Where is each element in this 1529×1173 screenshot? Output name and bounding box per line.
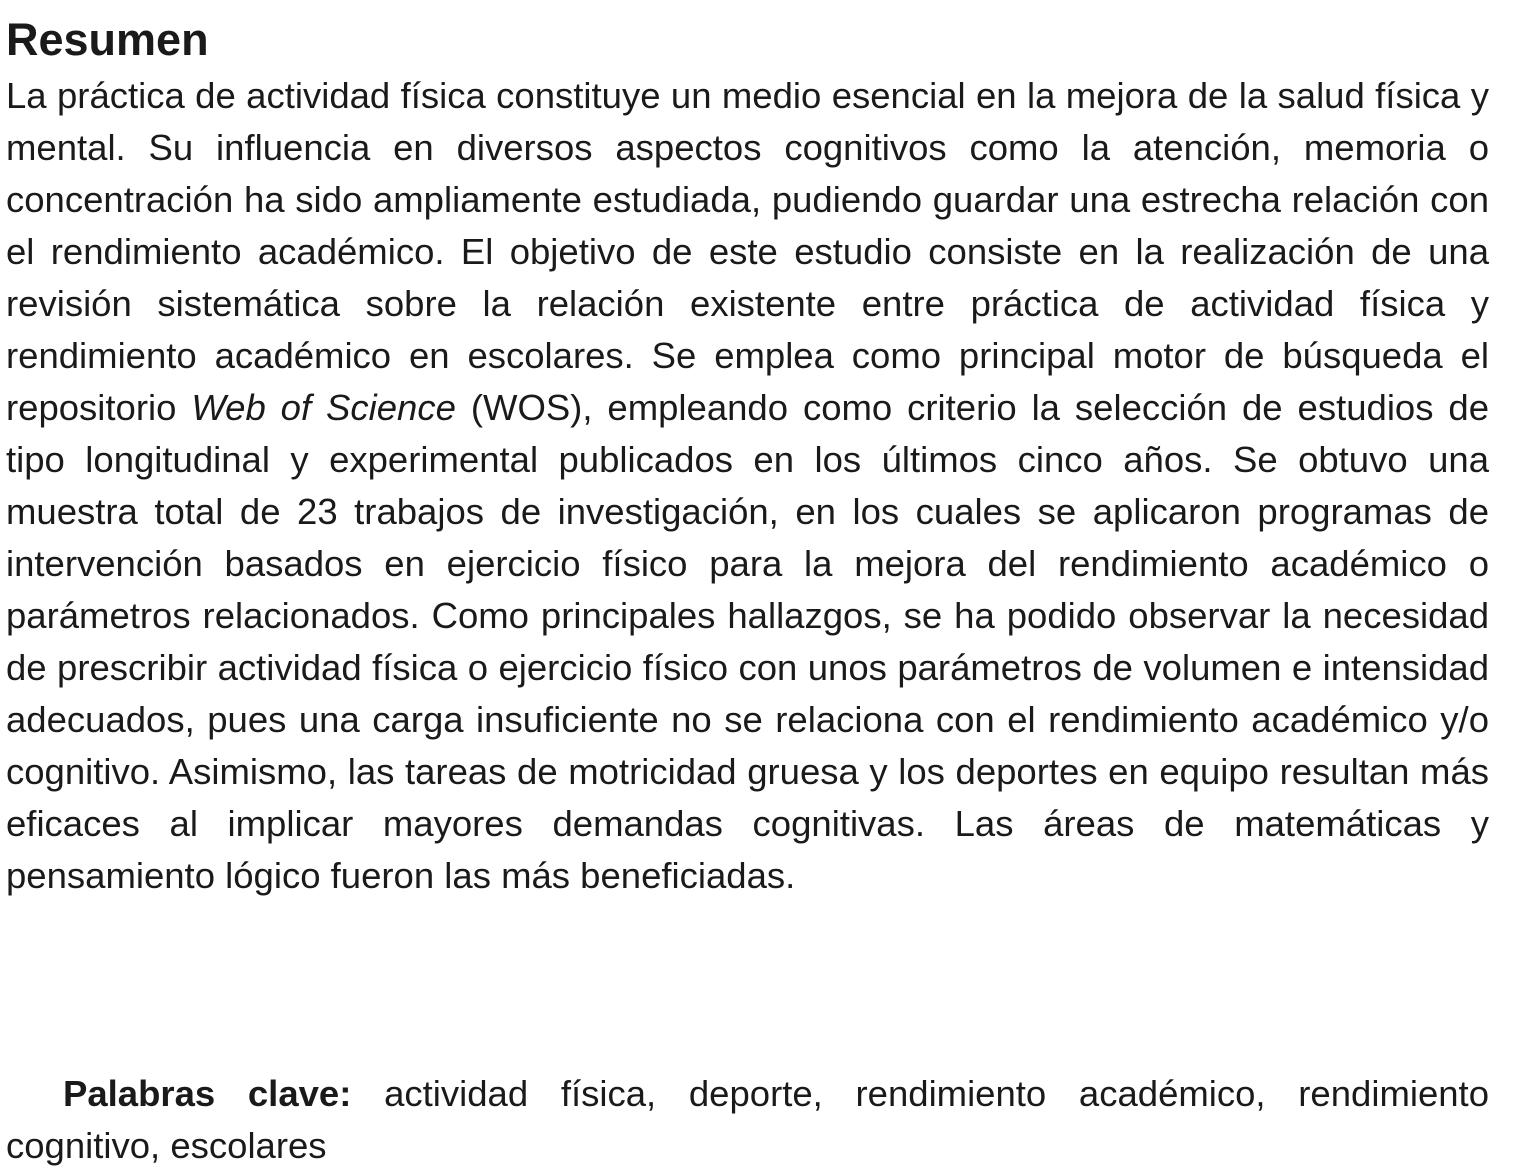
abstract-italic-term: Web of Science xyxy=(191,387,456,428)
section-heading: Resumen xyxy=(6,14,209,65)
abstract-section xyxy=(6,10,1490,1166)
keywords-text: actividad física, deporte, rendimiento académico, rendimiento cognitivo, escolares xyxy=(6,1073,1489,1166)
abstract-text-part2: (WOS), empleando como criterio la selección de estudios de tipo longitudinal y experimental publicados en los últimos cinco años. Se obtuvo una muestra total de 23 trabajos de investigación, en los cuales se aplicaron programas de intervención basados en ejercicio físico para la mejora del rendimiento académico o parámetros relacionados. Como principales hallazgos, se ha podido observar la necesidad de prescribir actividad física o ejercicio físico con unos parámetros de volumen e intensidad adecuados, pues una carga insuficiente no se relaciona con el rendimiento académico y/o cognitivo. Asimismo, las tareas de motricidad gruesa y los deportes en equipo resultan más eficaces al implicar mayores demandas cognitivas. Las áreas de matemáticas y pensamiento lógico fueron las más beneficiadas. xyxy=(6,387,1490,896)
keywords-label: Palabras clave: xyxy=(63,1073,352,1114)
abstract-text-part1: La práctica de actividad física constituye un medio esencial en la mejora de la salud física y mental. Su influencia en diversos aspectos cognitivos como la atención, memoria o concentración ha sido ampliamente estudiada, pudiendo guardar una estrecha relación con el rendimiento académico. El objetivo de este estudio consiste en la realización de una revisión sistemática sobre la relación existente entre práctica de actividad física y rendimiento académico en escolares. Se emplea como principal motor de búsqueda el repositorio xyxy=(6,75,1489,428)
keywords-paragraph xyxy=(6,1068,1489,1172)
abstract-paragraph xyxy=(6,70,1489,902)
